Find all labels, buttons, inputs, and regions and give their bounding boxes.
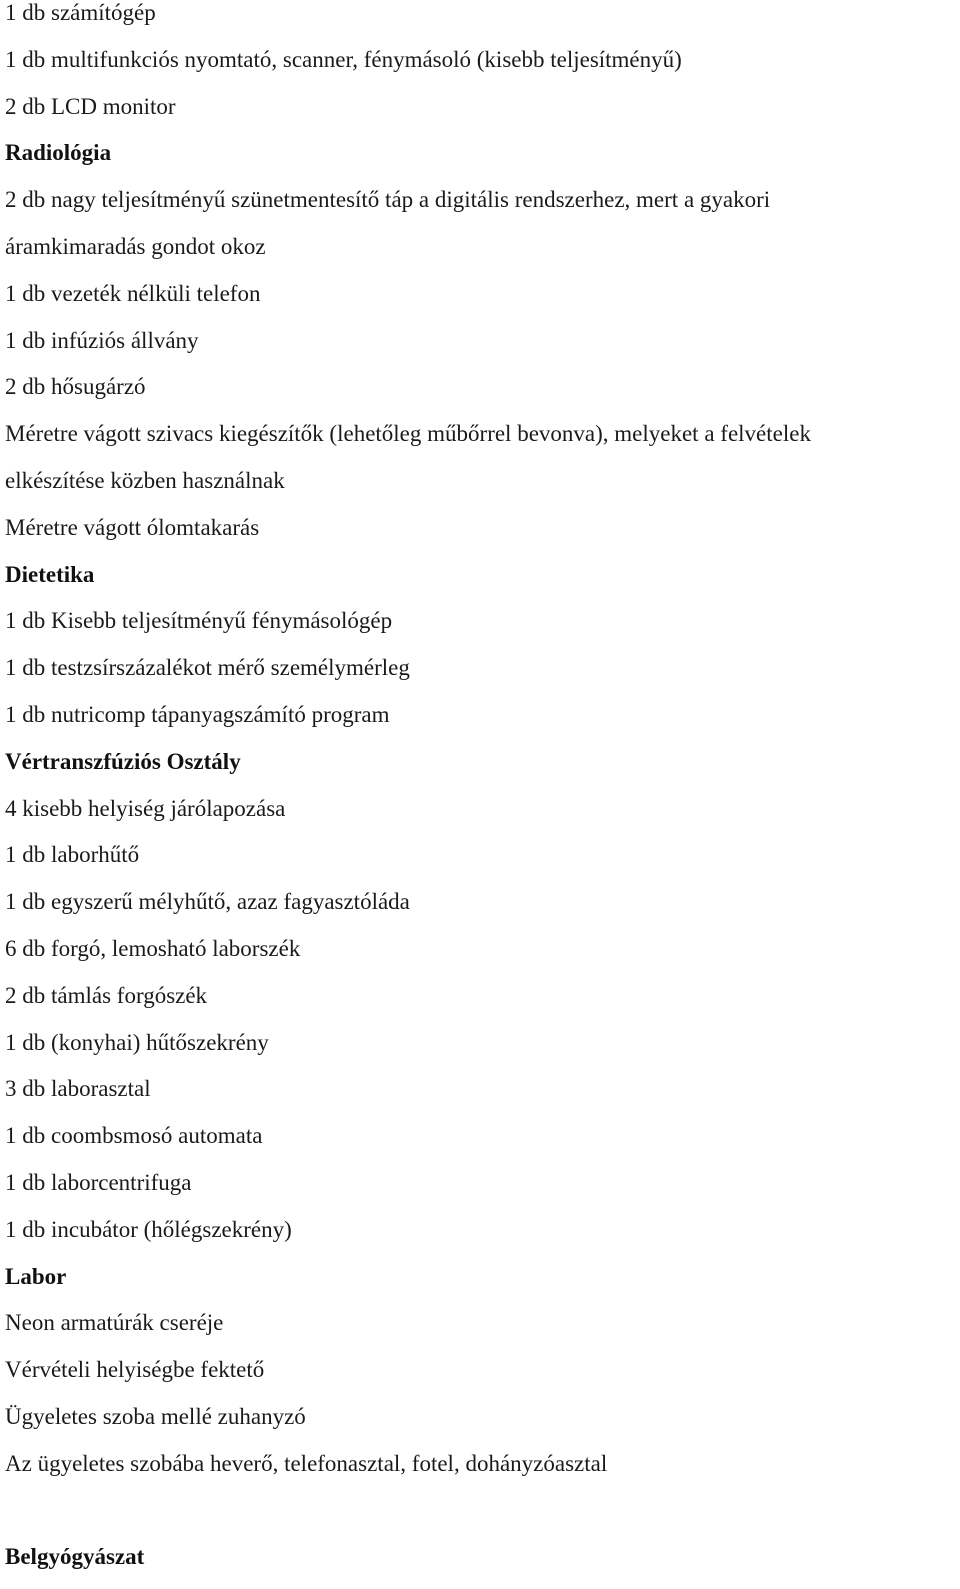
list-item: 6 db forgó, lemosható laborszék [5,935,301,961]
list-item: 1 db számítógép [5,0,156,25]
section-heading-dietetika: Dietetika [5,561,95,587]
list-item: 1 db infúziós állvány [5,327,199,353]
list-item: 2 db LCD monitor [5,93,176,119]
list-item: 1 db incubátor (hőlégszekrény) [5,1216,292,1242]
section-heading-vertranszfuzios-osztaly: Vértranszfúziós Osztály [5,748,241,774]
list-item: Ügyeletes szoba mellé zuhanyzó [5,1403,306,1429]
section-heading-radiologia: Radiológia [5,140,112,166]
list-item: 1 db (konyhai) hűtőszekrény [5,1029,269,1055]
list-item: Vérvételi helyiségbe fektető [5,1357,265,1383]
list-item: 1 db multifunkciós nyomtató, scanner, fénymásoló (kisebb teljesítményű) [5,46,682,72]
list-item: 2 db támlás forgószék [5,982,208,1008]
list-item: 4 kisebb helyiség járólapozása [5,795,286,821]
list-item: 1 db laborcentrifuga [5,1169,192,1195]
section-heading-labor: Labor [5,1263,67,1289]
list-item: Neon armatúrák cseréje [5,1310,224,1336]
list-item: 1 db coombsmosó automata [5,1123,263,1149]
list-item: 3 db laborasztal [5,1076,151,1102]
list-item: 1 db vezeték nélküli telefon [5,280,261,306]
blank-line [5,1496,955,1543]
list-item: Méretre vágott ólomtakarás [5,514,260,540]
section-heading-belgyogyaszat: Belgyógyászat [5,1544,145,1570]
list-item: 2 db hősugárzó [5,374,146,400]
list-item: elkészítése közben használnak [5,467,285,493]
list-item: áramkimaradás gondot okoz [5,233,266,259]
list-item: 1 db egyszerű mélyhűtő, azaz fagyasztóláda [5,889,410,915]
list-item: Az ügyeletes szobába heverő, telefonasztal, fotel, dohányzóasztal [5,1450,608,1476]
list-item: Méretre vágott szivacs kiegészítők (lehetőleg műbőrrel bevonva), melyeket a felvételek [5,421,811,447]
list-item: 1 db Kisebb teljesítményű fénymásológép [5,608,393,634]
list-item: 1 db laborhűtő [5,842,140,868]
list-item: 1 db testzsírszázalékot mérő személymérleg [5,655,410,681]
list-item: 1 db nutricomp tápanyagszámító program [5,701,390,727]
list-item: 2 db nagy teljesítményű szünetmentesítő táp a digitális rendszerhez, mert a gyakori [5,187,771,213]
document-body [5,0,955,1589]
